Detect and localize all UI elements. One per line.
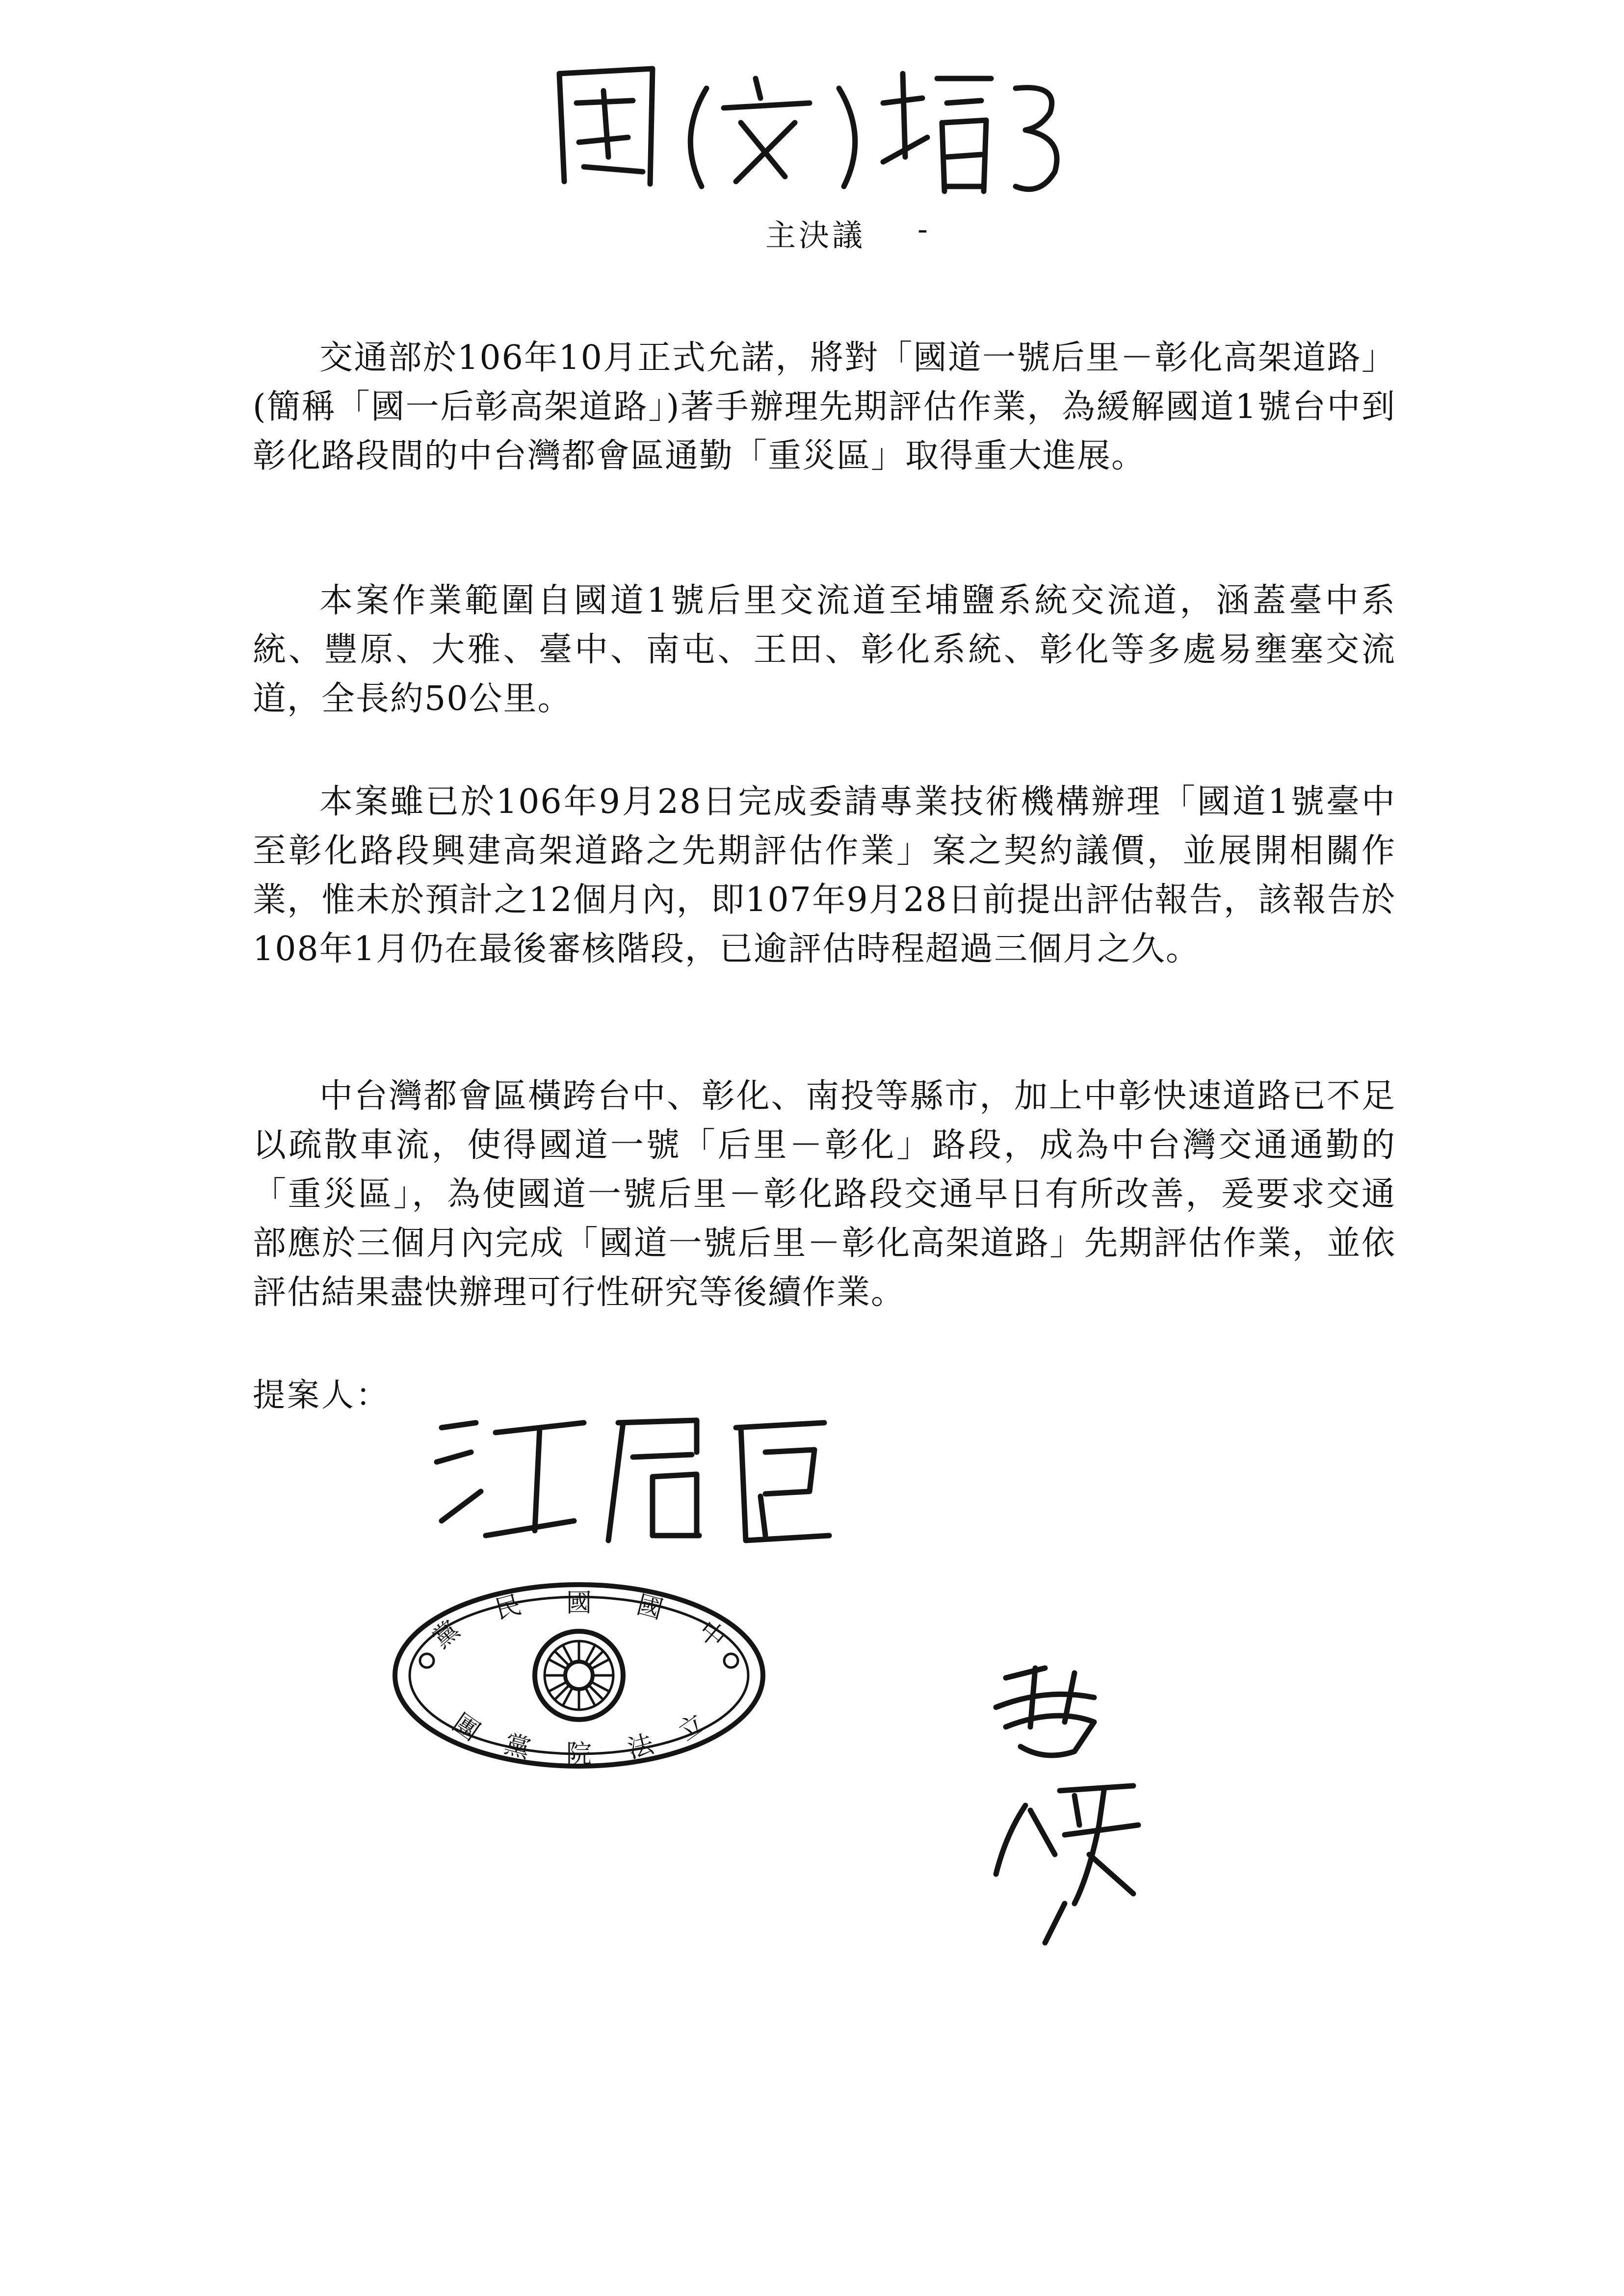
svg-text:中: 中 [692,1615,732,1654]
svg-text:院: 院 [566,1740,592,1769]
svg-text:黨: 黨 [426,1615,466,1654]
svg-text:團: 團 [447,1708,485,1747]
body-paragraph: 本案作業範圍自國道1號后里交流道至埔鹽系統交流道，涵蓋臺中系統、豐原、大雅、臺中、南屯、王田、彰化系統、彰化等多處易壅塞交流道，全長約50公里。 [253,581,1396,718]
document-type: 主決議 [765,217,866,253]
body-paragraph: 本案雖已於106年9月28日完成委請專業技術機構辦理「國道1號臺中至彰化路段興建高架道路之先期評估作業」案之契約議價，並展開相關作業，惟未於預計之12個月內，即107年9月28日前提出評估報告，該報告於108年1月仍在最後審核階段，已逾評估時程超過三個月之久。 [253,783,1396,968]
svg-text:民: 民 [492,1590,524,1625]
proposer-signature [422,1393,844,1560]
document-type-mark: - [917,211,928,247]
svg-text:黨: 黨 [501,1729,534,1765]
svg-text:國: 國 [633,1590,666,1625]
emblem-icon [535,1631,623,1720]
body-paragraph: 交通部於106年10月正式允諾，將對「國道一號后里－彰化高架道路」(簡稱「國一后彰高架道路」)著手辦理先期評估作業，為緩解國道1號台中到彰化路段間的中台灣都會區通勤「重災區」取得重大進展。 [253,339,1396,475]
party-caucus-seal [388,1577,770,1774]
cosigner-signature [976,1648,1163,1953]
svg-text:立: 立 [673,1708,711,1747]
svg-text:法: 法 [624,1729,657,1765]
svg-text:國: 國 [566,1589,592,1618]
handwritten-header-tag [530,44,1079,206]
body-paragraph: 中台灣都會區橫跨台中、彰化、南投等縣市，加上中彰快速道路已不足以疏散車流，使得國道一號「后里－彰化」路段，成為中台灣交通通勤的「重災區」，為使國道一號后里－彰化路段交通早日有所改善，爰要求交通部應於三個月內完成「國道一號后里－彰化高架道路」先期評估作業，並依評估結果盡快辦理可行性研究等後續作業。 [253,1077,1396,1312]
proposer-label: 提案人： [253,1376,390,1414]
